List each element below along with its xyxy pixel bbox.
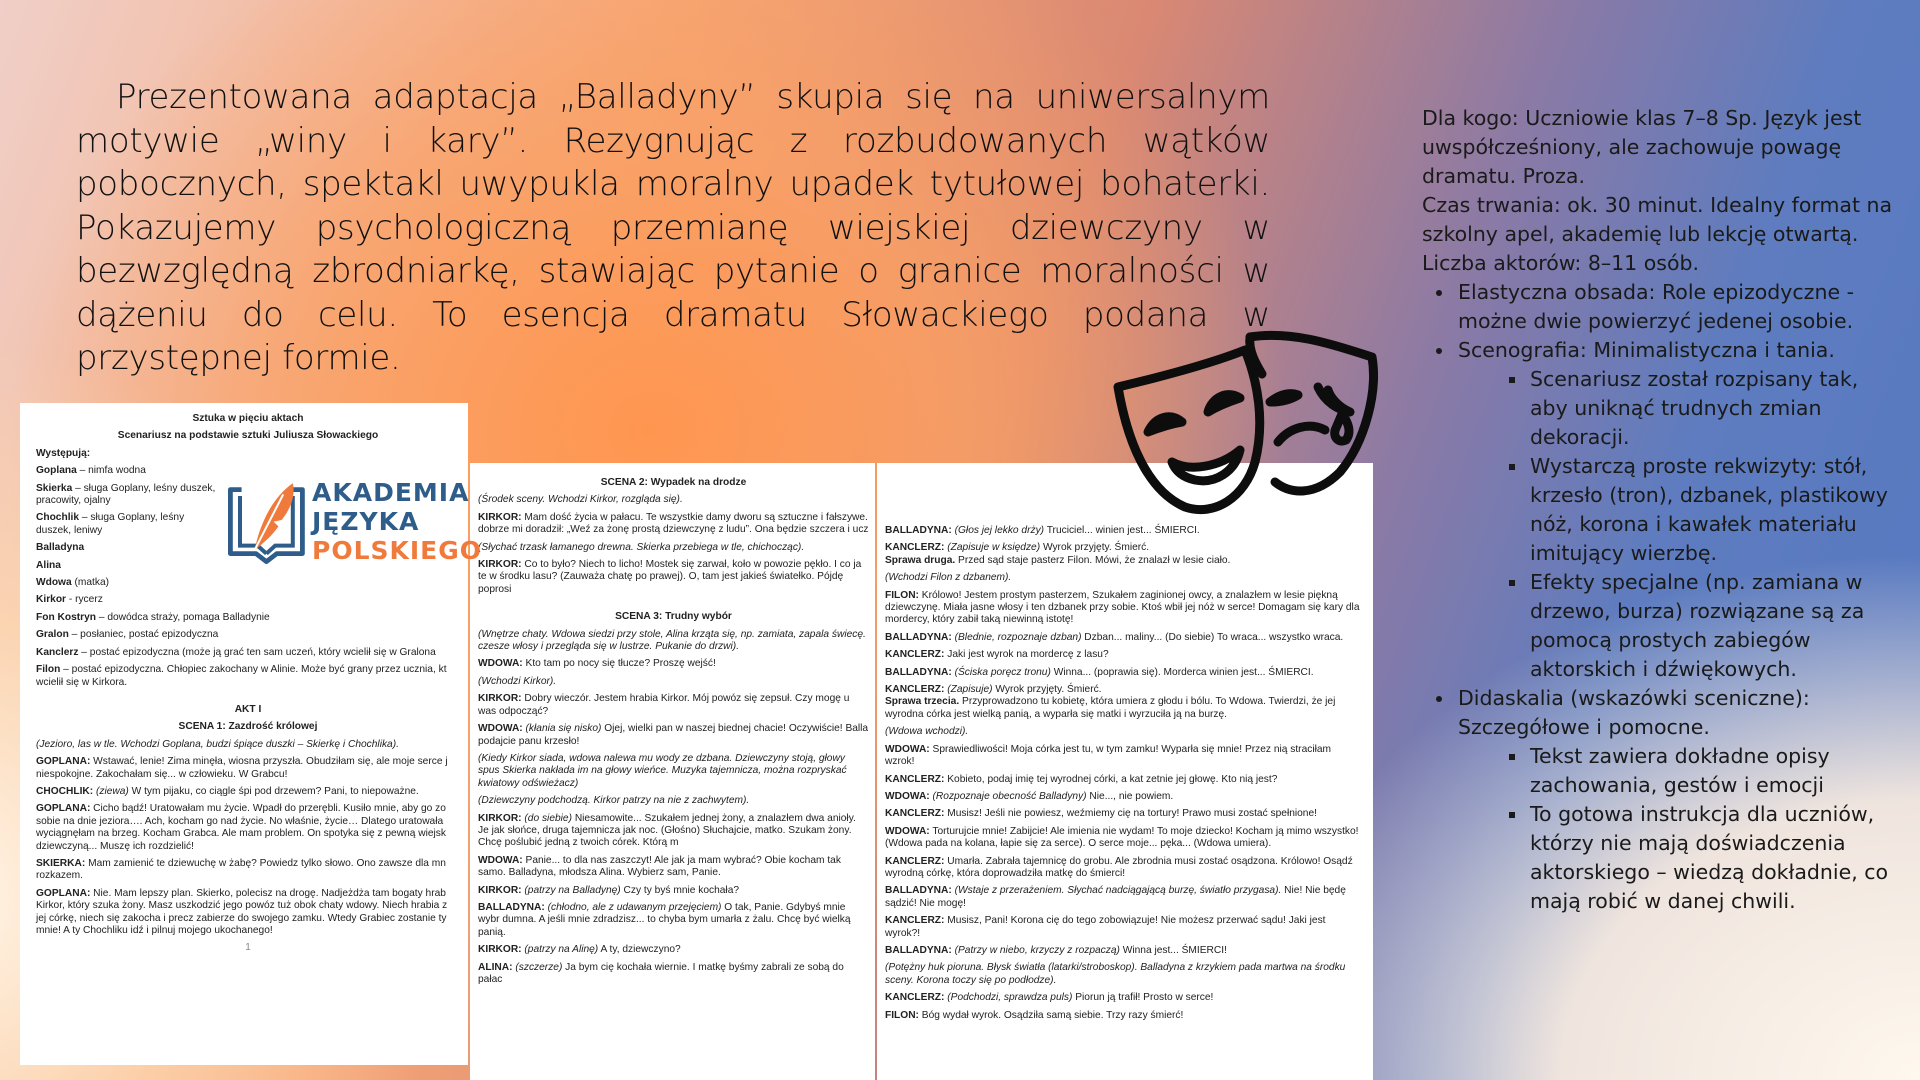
dialogue-line: (Wchodzi Filon z dzbanem).: [885, 572, 1012, 584]
dialogue-line: FILON: Królowo! Jestem prostym pasterzem, Szukałem zaginionej owcy, a znalazłem w lesie piękną dziewczynę. Miała jasne włosy i ten dzbanek przy sobie. Ktoś wbił jej nóż w serce! Domagam się kary dla mordercy, który zabił taką niewinną istotę!: [885, 589, 1360, 626]
dialogue-line: GOPLANA: Nie. Mam lepszy plan. Skierko, polecisz na drogę. Nadjeżdża tam bogaty hrab Kirkor, który szuka żony. Masz uszkodzić jego powóz tuż obok chaty wdowy. Niech hrabia z jej córkę, niech się zakocha i precz zabierze do swojego zamku. Wtedy Grabiec zostanie ty mnie! A ty Chochliku idź i pilnuj mojego ukochanego!: [36, 887, 448, 936]
dialogue-line: BALLADYNA: (Wstaje z przerażeniem. Słychać nadciągającą burzę, światło przygasa). Nie! Nie będę sądzić! Nie mogę!: [885, 885, 1346, 909]
dialogue-line: GOPLANA: Cicho bądź! Uratowałam mu życie. Wpadł do przerębli. Kusiło mnie, aby go zo sobie na dnie jeziora…. Ach, kocham go nad życie. No właśnie, życie… Dlatego uratowała wyciągnęłam na brzeg. Kocham Grabca. Ale mam problem. On spotyka się z pewną wiejsk dziewczyną... Muszę ich rozdzielić!: [36, 803, 446, 852]
dialogue-line: FILON: Bóg wydał wyrok. Osądziła samą siebie. Trzy razy śmierć!: [885, 1009, 1184, 1021]
cast-member: Wdowa (matka): [36, 577, 110, 589]
dialogue-line: GOPLANA: Wstawać, lenie! Zima minęła, wiosna przyszła. Obudziłam się, ale moje serce j niespokojne. Zakochałam się... w człowieku. W Grabcu!: [36, 756, 448, 780]
cast-member: Alina: [36, 559, 61, 571]
bullet-scenography: [1458, 336, 1900, 684]
logo-line-1: AKADEMIA: [312, 478, 470, 507]
cast-member: Goplana – nimfa wodna: [36, 465, 146, 477]
dialogue-line: KIRKOR: Co to było? Niech to licho! Mostek się zarwał, koło w powozie pękło. I co ja te w środku lasu? (Zauważa chatę po prawej). O, tam jest jakieś światełko. Pójdę poprosi: [478, 559, 862, 595]
bullet-text: Didaskalia (wskazówki sceniczne): Szczegółowe i pomocne.: [1458, 686, 1810, 739]
dialogue: [478, 512, 869, 596]
dialogue-line: BALLADYNA: (Patrzy w niebo, krzyczy z rozpaczą) Winna jest... ŚMIERCI!: [885, 944, 1227, 956]
bullet-cast: [1458, 278, 1900, 336]
cast-member: Kanclerz – postać epizodyczna (może ją grać ten sam uczeń, który wcielił się w Gralona: [36, 646, 436, 658]
info-audience: Dla kogo: Uczniowie klas 7–8 Sp. Język jest uwspółcześniony, ale zachowuje powagę dramatu. Proza.: [1422, 106, 1862, 188]
dialogue-line: (Dziewczyny podchodzą. Kirkor patrzy na nie z zachwytem).: [478, 795, 750, 807]
dialogue-line: (Słychać trzask łamanego drewna. Skierka przebiega w tle, chichocząc).: [478, 541, 805, 553]
dialogue-line: BALLADYNA: (chłodno, ale z udawanym przejęciem) O tak, Panie. Gdybyś mnie wybr dumna. A jeśli mnie zdradzisz... to chyba bym umarła z żalu. Chcę być wielką panią.: [478, 901, 851, 938]
dialogue-line: KANCLERZ: Musisz! Jeśli nie powiesz, weźmiemy cię na tortury! Prawo musi zostać spełnione!: [885, 808, 1317, 820]
dialogue: [478, 658, 869, 986]
akademia-logo: [222, 470, 483, 574]
dialogue-line: WDOWA: Kto tam po nocy się tłucze? Proszę wejść!: [478, 658, 716, 670]
doc-subtitle-2: Scenariusz na podstawie sztuki Juliusza Słowackiego: [117, 430, 379, 442]
dialogue: [36, 756, 460, 937]
sub-bullet: Wystarczą proste rekwizyty: stół, krzesło (tron), dzbanek, plastikowy nóż, korona i kawałek materiału imitujący wierzbę.: [1530, 452, 1900, 568]
dialogue-line: CHOCHLIK: (ziewa) W tym pijaku, co ciągle śpi pod drzewem? Pani, to niepoważne.: [36, 785, 419, 797]
dialogue-line: KIRKOR: Mam dość życia w pałacu. Te wszystkie damy dworu są sztuczne i fałszywe. dobrze mi doradził: „Weź za żonę prostą dziewczynę z ludu”. Ona będzie szczera i ucz: [478, 511, 869, 536]
stage-direction: (Środek sceny. Wchodzi Kirkor, rozgląda się).: [478, 494, 683, 506]
stage-direction: (Wnętrze chaty. Wdowa siedzi przy stole, Alina krząta się, np. zamiata, zapala świecę. czesze włosy i przegląda się w lustrze. Pukanie do drzwi).: [478, 628, 866, 653]
sub-bullet: To gotowa instrukcja dla uczniów, którzy nie mają doświadczenia aktorskiego – wiedzą dokładnie, co mają robić w danej chwili.: [1530, 800, 1900, 916]
dialogue: [885, 525, 1361, 1022]
dialogue-line: WDOWA: Torturujcie mnie! Zabijcie! Ale imienia nie wydam! To moje dziecko! Kocham ją mimo wszystko! (Wdowa pada na kolana, łapie się za serce). O serce moje... pęka... (Wdowa umiera).: [885, 825, 1359, 850]
dialogue-line: WDOWA: (Rozpoznaje obecność Balladyny) Nie..., nie powiem.: [885, 790, 1174, 802]
dialogue-line: (Kiedy Kirkor siada, wdowa nalewa mu wody ze dzbana. Dziewczyny stoją, głowy spus Skierka nakłada im na głowy wieńce. Muzyka tajemnicza, można rozpryskać kwiatowy odświeżacz): [478, 752, 847, 789]
info-panel: [1422, 104, 1900, 916]
page-number: 1: [245, 942, 251, 954]
dialogue-line: BALLADYNA: (Blednie, rozpoznaje dzban) Dzban... maliny... (Do siebie) To wraca... wszystko wraca.: [885, 631, 1344, 643]
open-book-quill-icon: [224, 474, 312, 570]
dialogue-line: KANCLERZ: (Zapisuje w księdze) Wyrok przyjęty. Śmierć. Sprawa druga. Przed sąd staje pasterz Filon. Mówi, że znalazł w lesie ciało.: [885, 542, 1231, 566]
cast-member: Chochlik – sługa Goplany, leśny duszek, leniwy: [36, 512, 185, 536]
dialogue-line: KIRKOR: (patrzy na Alinę) A ty, dziewczyno?: [478, 944, 681, 956]
info-bullets: [1422, 278, 1900, 916]
dialogue-line: WDOWA: (kłania się nisko) Ojej, wielki pan w naszej biednej chacie! Oczywiście! Balla podajcie panu krzesło!: [478, 723, 869, 747]
doc-subtitle: Sztuka w pięciu aktach: [192, 413, 304, 424]
bullet-stage-directions: [1458, 684, 1900, 916]
dialogue-line: WDOWA: Panie... to dla nas zaszczyt! Ale jak ja mam wybrać? Obie kocham tak samo. Balladyna, młodsza Alina. Wybierz sam, Panie.: [478, 854, 841, 879]
dialogue-line: KANCLERZ: Musisz, Pani! Korona cię do tego zobowiązuje! Nie możesz przerwać sądu! Jaki jest wyrok?!: [885, 915, 1326, 939]
dialogue-line: (Potężny huk pioruna. Błysk światła (latarki/stroboskop). Balladyna z krzykiem pada martwa na środku sceny. Korona toczy się po podłodze).: [885, 962, 1346, 986]
dialogue-line: KIRKOR: Dobry wieczór. Jestem hrabia Kirkor. Mój powóz się zepsuł. Czy mogę u was odpocząć?: [478, 693, 850, 717]
script-page-2: [470, 463, 875, 1080]
dialogue-line: BALLADYNA: (Głos jej lekko drży) Truciciel... winien jest... ŚMIERCI.: [885, 525, 1200, 536]
cast-member: Skierka – sługa Goplany, leśny duszek, pracowity, ojalny: [36, 482, 216, 507]
dialogue-line: (Wdowa wchodzi).: [885, 726, 969, 738]
dialogue-line: KANCLERZ: Jaki jest wyrok na mordercę z lasu?: [885, 649, 1109, 661]
dialogue-line: ALINA: (szczerze) Ja bym cię kochała wiernie. I matkę byśmy zabrali ze sobą do pałac: [478, 961, 844, 985]
cast-member: Fon Kostryn – dowódca straży, pomaga Balladynie: [36, 611, 270, 623]
dialogue-line: (Wchodzi Kirkor).: [478, 675, 557, 687]
dialogue-line: SKIERKA: Mam zamienić te dziewuchę w żabę? Powiedz tylko słowo. Ono zawsze dla mn rozkazem.: [36, 857, 446, 882]
bullet-text: Elastyczna obsada: Role epizodyczne - możne dwie powierzyć jedenej osobie.: [1458, 280, 1854, 333]
info-duration: Czas trwania: ok. 30 minut. Idealny format na szkolny apel, akademię lub lekcję otwartą.: [1422, 193, 1893, 246]
script-page-3: [877, 463, 1373, 1080]
info-actors: Liczba aktorów: 8–11 osób.: [1422, 251, 1700, 275]
stage-direction: (Jezioro, las w tle. Wchodzi Goplana, budzi śpiące duszki – Skierkę i Chochlika).: [36, 738, 399, 750]
dialogue-line: KIRKOR: (patrzy na Balladynę) Czy ty byś mnie kochała?: [478, 884, 740, 896]
scene-heading: SCENA 2: Wypadek na drodze: [600, 477, 747, 488]
sub-bullet: Scenariusz został rozpisany tak, aby uniknąć trudnych zmian dekoracji.: [1530, 365, 1900, 452]
cast-heading: Występują:: [36, 447, 91, 459]
scene-heading: SCENA 3: Trudny wybór: [615, 611, 732, 623]
sub-bullet: Tekst zawiera dokładne opisy zachowania, gestów i emocji: [1530, 742, 1900, 800]
sub-bullet: Efekty specjalne (np. zamiana w drzewo, burza) rozwiązane są za pomocą prostych zabiegów aktorskich i dźwiękowych.: [1530, 568, 1900, 684]
cast-member: Kirkor - rycerz: [36, 594, 103, 606]
logo-line-2: JĘZYKA: [312, 507, 420, 536]
intro-paragraph: Prezentowana adaptacja „Balladyny” skupia się na uniwersalnym motywie „winy i kary”. Rezygnując z rozbudowanych wątków pobocznych, spektakl uwypukla moralny upadek tytułowej bohaterki. Pokazujemy psychologiczną przemianę wiejskiej dziewczyny w bezwzględną zbrodniarkę, stawiając pytanie o granice moralności w dążeniu do celu. To esencja dramatu Słowackiego podana w przystępnej formie.: [76, 77, 1270, 378]
cast-member: Filon – postać epizodyczna. Chłopiec zakochany w Alinie. Może być grany przez ucznia, kt wcielił się w Kirkora.: [36, 664, 447, 688]
bullet-text: Scenografia: Minimalistyczna i tania.: [1458, 338, 1835, 362]
logo-line-3: POLSKIEGO: [312, 536, 483, 565]
dialogue-line: KANCLERZ: Kobieto, podaj imię tej wyrodnej córki, a kat zetnie jej głowę. Kto nią jest?: [885, 773, 1278, 785]
dialogue-line: KANCLERZ: (Zapisuje) Wyrok przyjęty. Śmierć. Sprawa trzecia. Przyprowadzono tu kobietę, która umiera z głodu i bólu. To Wdowa. Twierdzi, że jej wyrodna córka jest wielką panią, a wyparła się matki i wyrzuciła ją na burzę.: [885, 684, 1336, 720]
dialogue-line: WDOWA: Sprawiedliwości! Moja córka jest tu, w tym zamku! Wyparła się mnie! Przez nią straciłam wzrok!: [885, 743, 1332, 768]
cast-member: Balladyna: [36, 542, 85, 554]
logo-text: [312, 478, 482, 565]
dialogue-line: BALLADYNA: (Ściska poręcz tronu) Winna... (poprawia się). Morderca winien jest... ŚMIERCI.: [885, 666, 1314, 678]
scene-heading: SCENA 1: Zazdrość królowej: [178, 721, 318, 733]
dialogue-line: KANCLERZ: (Podchodzi, sprawdza puls) Piorun ją trafił! Prosto w serce!: [885, 992, 1214, 1004]
act-heading: AKT I: [234, 703, 262, 715]
cast-member: Gralon – posłaniec, postać epizodyczna: [36, 629, 219, 641]
dialogue-line: KANCLERZ: Umarła. Zabrała tajemnicę do grobu. Ale zbrodnia musi zostać osądzona. Królowo! Osądź wyrodną córkę, która doprowadziła matkę do śmierci!: [885, 855, 1353, 879]
theater-masks-icon: [1100, 322, 1390, 522]
dialogue-line: KIRKOR: (do siebie) Niesamowite... Szukałem jednej żony, a znalazłem dwa anioły. Je jak słońce, druga tajemnicza jak noc. (Głośno) Słuchajcie, matko. Szukam żony. Chcę poślubić jedną z twoich córek. Którą m: [478, 812, 856, 849]
